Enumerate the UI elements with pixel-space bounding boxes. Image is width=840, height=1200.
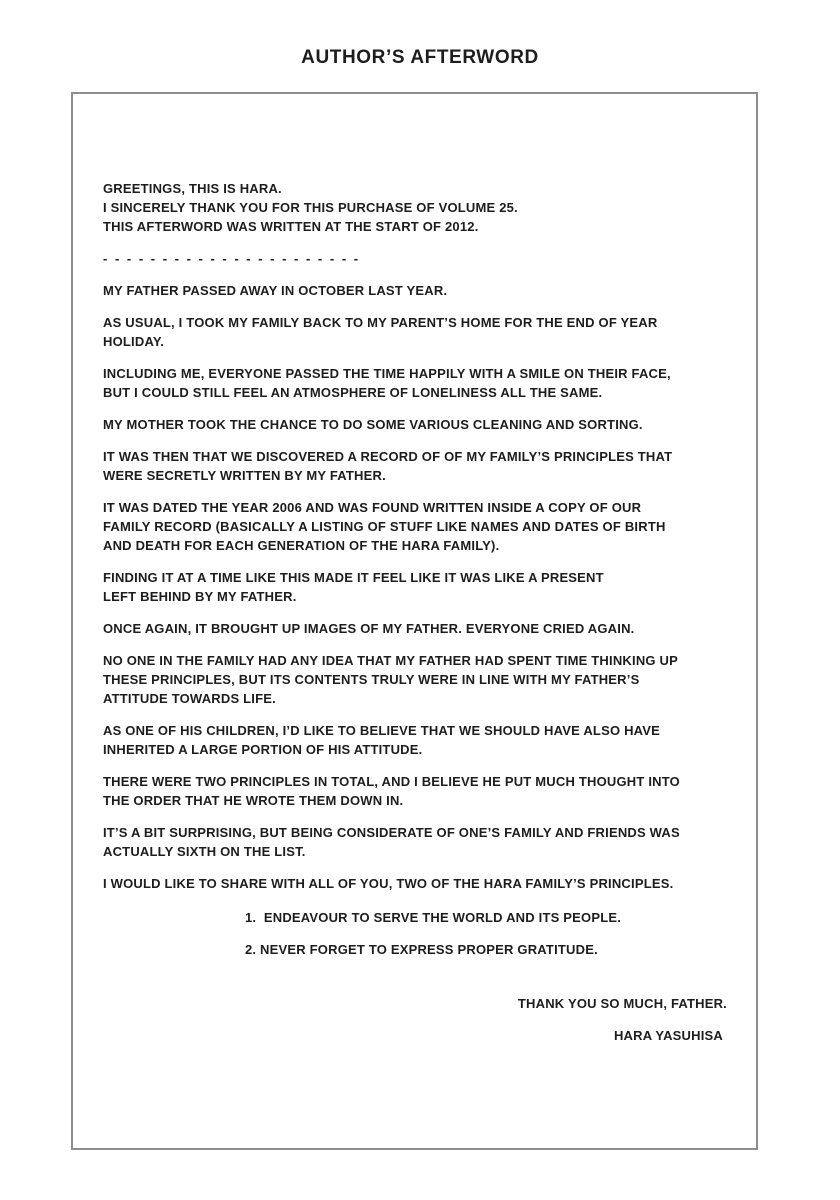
letter-line: THESE PRINCIPLES, BUT ITS CONTENTS TRULY WERE IN LINE WITH MY FATHER’S (103, 672, 640, 687)
letter-line: INCLUDING ME, EVERYONE PASSED THE TIME HAPPILY WITH A SMILE ON THEIR FACE, (103, 366, 671, 381)
letter-line: - - - - - - - - - - - - - - - - - - - - - - (103, 251, 361, 266)
letter-paragraph (103, 313, 732, 351)
letter-line: ACTUALLY SIXTH ON THE LIST. (103, 844, 306, 859)
letter-paragraph (103, 364, 732, 402)
signoff-line (103, 994, 732, 1013)
letter-box (71, 92, 758, 1150)
letter-paragraph (103, 823, 732, 861)
letter-line: IT WAS THEN THAT WE DISCOVERED A RECORD OF OF MY FAMILY’S PRINCIPLES THAT (103, 449, 673, 464)
dashed-separator (103, 249, 732, 268)
letter-line: I WOULD LIKE TO SHARE WITH ALL OF YOU, TWO OF THE HARA FAMILY’S PRINCIPLES. (103, 876, 674, 891)
letter-line: BUT I COULD STILL FEEL AN ATMOSPHERE OF LONELINESS ALL THE SAME. (103, 385, 603, 400)
letter-line: INHERITED A LARGE PORTION OF HIS ATTITUDE. (103, 742, 423, 757)
letter-line: GREETINGS, THIS IS HARA. (103, 181, 282, 196)
letter-line: IT WAS DATED THE YEAR 2006 AND WAS FOUND WRITTEN INSIDE A COPY OF OUR (103, 500, 642, 515)
letter-line: THIS AFTERWORD WAS WRITTEN AT THE START OF 2012. (103, 219, 479, 234)
letter-paragraph (103, 179, 732, 236)
letter-paragraph (103, 772, 732, 810)
letter-line: ONCE AGAIN, IT BROUGHT UP IMAGES OF MY FATHER. EVERYONE CRIED AGAIN. (103, 621, 635, 636)
letter-line: LEFT BEHIND BY MY FATHER. (103, 589, 297, 604)
letter-line: THERE WERE TWO PRINCIPLES IN TOTAL, AND I BELIEVE HE PUT MUCH THOUGHT INTO (103, 774, 680, 789)
letter-line: 1. ENDEAVOUR TO SERVE THE WORLD AND ITS PEOPLE. (245, 910, 622, 925)
letter-paragraph (103, 568, 732, 606)
principle-list-item (245, 940, 732, 959)
letter-line: FINDING IT AT A TIME LIKE THIS MADE IT FEEL LIKE IT WAS LIKE A PRESENT (103, 570, 604, 585)
letter-line: HOLIDAY. (103, 334, 165, 349)
letter-paragraph (103, 281, 732, 300)
letter-body (103, 179, 732, 1045)
letter-paragraph (103, 415, 732, 434)
letter-line: IT’S A BIT SURPRISING, BUT BEING CONSIDERATE OF ONE’S FAMILY AND FRIENDS WAS (103, 825, 680, 840)
author-name (103, 1026, 732, 1045)
letter-paragraph (103, 874, 732, 893)
letter-line: THE ORDER THAT HE WROTE THEM DOWN IN. (103, 793, 404, 808)
page-title: AUTHOR’S AFTERWORD (301, 47, 539, 68)
letter-line: 2. NEVER FORGET TO EXPRESS PROPER GRATITUDE. (245, 942, 598, 957)
letter-paragraph (103, 447, 732, 485)
letter-line: FAMILY RECORD (BASICALLY A LISTING OF STUFF LIKE NAMES AND DATES OF BIRTH (103, 519, 666, 534)
principle-list-item (245, 908, 732, 927)
letter-paragraph (103, 498, 732, 555)
letter-paragraph (103, 721, 732, 759)
letter-line: WERE SECRETLY WRITTEN BY MY FATHER. (103, 468, 386, 483)
letter-paragraph (103, 651, 732, 708)
letter-line: AS USUAL, I TOOK MY FAMILY BACK TO MY PARENT’S HOME FOR THE END OF YEAR (103, 315, 658, 330)
letter-line: ATTITUDE TOWARDS LIFE. (103, 691, 276, 706)
letter-line: MY FATHER PASSED AWAY IN OCTOBER LAST YEAR. (103, 283, 448, 298)
letter-line: HARA YASUHISA (613, 1028, 723, 1043)
letter-paragraph (103, 619, 732, 638)
letter-line: I SINCERELY THANK YOU FOR THIS PURCHASE OF VOLUME 25. (103, 200, 518, 215)
letter-line: AS ONE OF HIS CHILDREN, I’D LIKE TO BELIEVE THAT WE SHOULD HAVE ALSO HAVE (103, 723, 661, 738)
letter-line: MY MOTHER TOOK THE CHANCE TO DO SOME VARIOUS CLEANING AND SORTING. (103, 417, 643, 432)
letter-line: THANK YOU SO MUCH, FATHER. (517, 996, 727, 1011)
letter-line: NO ONE IN THE FAMILY HAD ANY IDEA THAT MY FATHER HAD SPENT TIME THINKING UP (103, 653, 678, 668)
letter-line: AND DEATH FOR EACH GENERATION OF THE HARA FAMILY). (103, 538, 500, 553)
